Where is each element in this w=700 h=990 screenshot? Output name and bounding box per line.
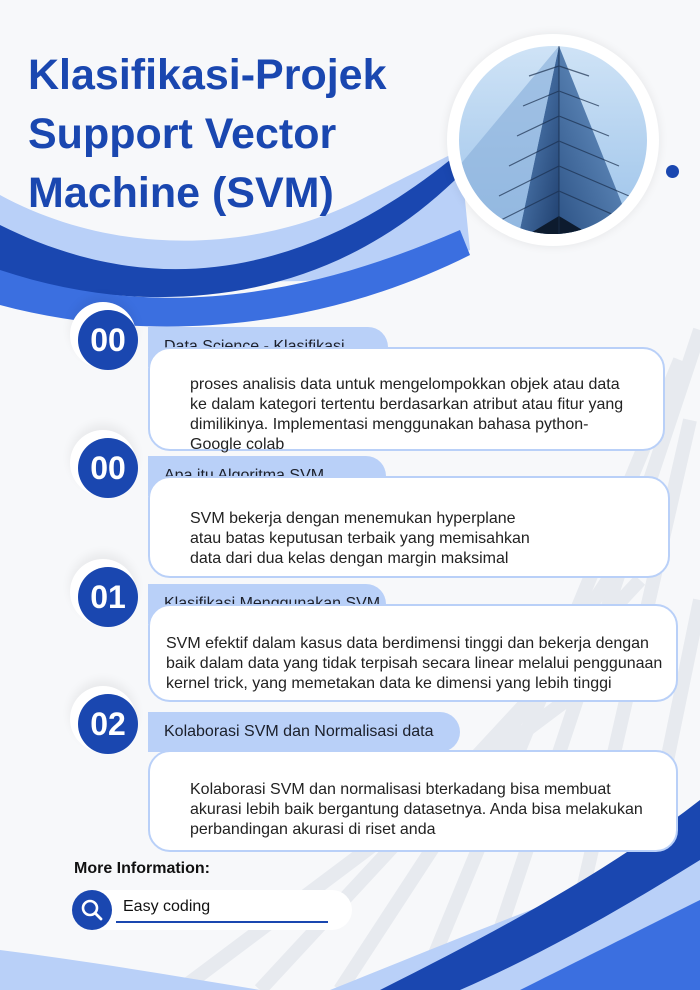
title-line: Klasifikasi-Projek xyxy=(28,51,387,99)
accent-dot xyxy=(666,165,679,178)
title-line: Machine (SVM) xyxy=(28,169,334,217)
step-number-badge xyxy=(70,302,136,368)
step-number-badge xyxy=(70,686,136,752)
search-button[interactable] xyxy=(72,890,112,930)
step-number: 00 xyxy=(78,438,138,498)
step-number-badge xyxy=(70,559,136,625)
poster-title xyxy=(28,46,448,223)
step-number: 00 xyxy=(78,310,138,370)
section-line: proses analisis data untuk mengelompokkan objek atau data xyxy=(190,376,620,393)
building-photo xyxy=(447,34,659,246)
search-input[interactable]: Easy coding xyxy=(123,898,211,915)
section-heading: Kolaborasi SVM dan Normalisasi data xyxy=(148,712,460,752)
search-icon xyxy=(72,890,112,930)
section-line: perbandingan akurasi di riset anda xyxy=(190,821,436,838)
section-card xyxy=(148,750,678,852)
section-line: akurasi lebih baik bergantung datasetnya. Anda bisa melakukan xyxy=(190,801,643,818)
section-line: SVM efektif dalam kasus data berdimensi tinggi dan bekerja dengan xyxy=(166,635,649,652)
section-card xyxy=(148,604,678,702)
section-line: dimilikinya. Implementasi menggunakan bahasa python- xyxy=(190,416,589,433)
step-number-badge xyxy=(70,430,136,496)
section-line: SVM bekerja dengan menemukan hyperplane xyxy=(190,510,516,527)
section-line: kernel trick, yang memetakan data ke dimensi yang lebih tinggi xyxy=(166,675,612,692)
search-underline xyxy=(116,921,328,923)
section-card xyxy=(148,347,665,451)
search-bar[interactable] xyxy=(72,890,352,930)
section-line: Google colab xyxy=(190,436,285,453)
more-information-label: More Information: xyxy=(74,860,210,877)
section-line: data dari dua kelas dengan margin maksimal xyxy=(190,550,509,567)
building-image xyxy=(459,46,647,234)
section-line: ke dalam kategori tertentu berdasarkan atribut atau fitur yang xyxy=(190,396,624,413)
title-line: Support Vector xyxy=(28,110,337,158)
section-line: atau batas keputusan terbaik yang memisahkan xyxy=(190,530,530,547)
step-number: 01 xyxy=(78,567,138,627)
section-line: Kolaborasi SVM dan normalisasi bterkadang bisa membuat xyxy=(190,781,611,798)
section-card xyxy=(148,476,670,578)
step-number: 02 xyxy=(78,694,138,754)
section-line: baik dalam data yang tidak terpisah secara linear melalui penggunaan xyxy=(166,655,663,672)
